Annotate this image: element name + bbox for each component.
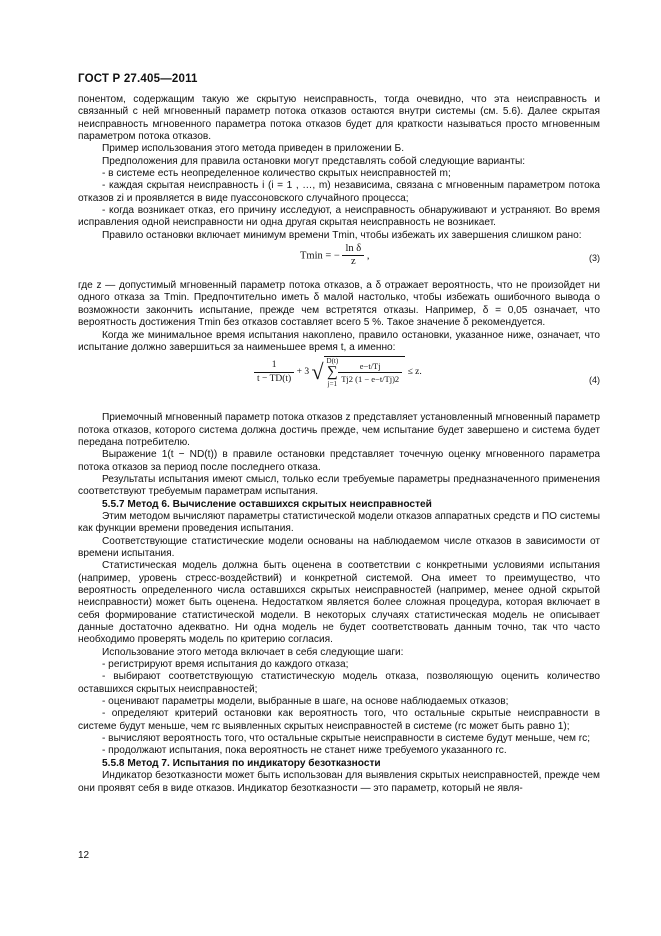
formula-3-numerator: ln δ xyxy=(342,243,364,256)
formula-4-first-denominator: t − TD(t) xyxy=(257,373,292,384)
page-number: 12 xyxy=(78,850,90,861)
formula-3-body xyxy=(300,243,369,269)
paragraph: Результаты испытания имеют смысл, только если требуемые параметры предназначенного применения соответствуют требуемым параметрам испытания. xyxy=(78,473,600,498)
formula-3-tail: , xyxy=(366,250,370,262)
paragraph: Использование этого метода включает в себя следующие шаги: xyxy=(102,646,404,658)
list-item: - регистрируют время испытания до каждого отказа; xyxy=(102,659,349,671)
paragraph: Выражение 1(t − ND(t)) в правиле остановки представляет точечную оценку мгновенного параметра потока отказов за период после последнего отказа. xyxy=(78,449,600,473)
formula-3-denominator: z xyxy=(351,256,356,268)
formula-4-sum-top: D(t) xyxy=(326,357,339,366)
list-item: - оценивают параметры модели, выбранные в шаге, на основе наблюдаемых отказов; xyxy=(102,696,509,708)
list-item: - определяют критерий остановки как вероятность того, что остальные скрытые неисправности в системе будут меньше, чем rc выявленных скрытых неисправностей в системе (rc может быть равно 1); xyxy=(78,708,600,732)
section-heading: 5.5.8 Метод 7. Испытания по индикатору безотказности xyxy=(102,757,381,769)
list-item: - вычисляют вероятность того, что остальные скрытые неисправности в системе будут меньше, чем rc; xyxy=(102,733,591,745)
paragraph: Индикатор безотказности может быть использован для выявления скрытых неисправностей, прежде чем они проявят себя в виде отказов. Индикатор безотказности — это параметр, который не явля- xyxy=(78,770,600,794)
formula-4-first-fraction xyxy=(254,359,294,385)
paragraph: Соответствующие статистические модели основаны на наблюдаемом числе отказов в зависимости от времени испытания. xyxy=(78,535,600,559)
formula-4-body xyxy=(254,356,422,388)
list-item: - каждая скрытая неисправность i (i = 1 , …, m) независима, связана с мгновенным параметром потока отказов zi и проявляется в виде пуассоновского случайного процесса; xyxy=(78,180,600,204)
formula-4-inner-fraction xyxy=(338,360,402,386)
paragraph: понентом, содержащим такую же скрытую неисправность, тогда очевидно, что эта неисправность и связанный с ней мгновенный параметр потока отказов остаются внутри системы (см. 5.6). Далее скрытая неисправность мгновенного параметра потока отказов будет для краткости называться просто мгновенным параметром потока отказов. xyxy=(78,94,600,143)
formula-4-plus: + 3 xyxy=(296,367,310,378)
list-item: - когда возникает отказ, его причину исследуют, а неисправность обнаруживают и устраняют. Во время исправления одной неисправности ни одна другая скрытая неисправность не возникает. xyxy=(78,205,600,229)
formula-4 xyxy=(78,354,600,412)
paragraph: где z — допустимый мгновенный параметр потока отказов, а δ отражает вероятность, что не произойдет ни одного отказа за Tmin. Предпочтительно иметь δ малой настолько, чтобы избежать ошибочного вывода о возможности закончить испытание, прежде чем встретятся отказы. Например, δ = 0,05 означает, что вероятность достижения Tmin без отказов составляет всего 5 %. Такое значение δ рекомендуется. xyxy=(78,280,600,329)
sum-sign-icon: ∑ xyxy=(327,364,338,381)
formula-4-sum-bottom: j=1 xyxy=(327,380,338,389)
document-header: ГОСТ Р 27.405—2011 xyxy=(78,73,198,85)
paragraph: Этим методом вычисляют параметры статистической модели отказов аппаратных средств и ПО системы как функции времени проведения испытания. xyxy=(78,510,600,535)
paragraph: Пример использования этого метода приведен в приложении Б. xyxy=(102,143,405,155)
formula-4-first-numerator: 1 xyxy=(254,359,294,372)
formula-4-radicand xyxy=(324,356,406,388)
formula-3-label: (3) xyxy=(589,253,600,264)
formula-4-sum xyxy=(327,357,339,388)
formula-3 xyxy=(78,242,600,280)
formula-3-lhs: Tmin = − xyxy=(300,250,340,262)
formula-4-inner-denominator: Tj2 (1 − e−t/Tj)2 xyxy=(341,374,400,385)
paragraph: Приемочный мгновенный параметр потока отказов z представляет установленный мгновенный параметр потока отказов, которого система должна достичь прежде, чем испытание будет завершено и система будет передана потребителю. xyxy=(78,412,600,448)
formula-3-fraction xyxy=(342,243,364,269)
sqrt-sign-icon: √ xyxy=(311,359,324,385)
formula-4-label: (4) xyxy=(589,375,600,386)
list-item: - в системе есть неопределенное количество скрытых неисправностей m; xyxy=(102,168,451,180)
section-heading: 5.5.7 Метод 6. Вычисление оставшихся скрытых неисправностей xyxy=(102,498,432,510)
paragraph: Предположения для правила остановки могут представлять собой следующие варианты: xyxy=(102,155,526,167)
formula-4-tail: ≤ z. xyxy=(407,367,422,378)
document-body xyxy=(78,94,600,795)
list-item: - продолжают испытания, пока вероятность не станет ниже требуемого указанного rc. xyxy=(102,745,507,757)
paragraph: Статистическая модель должна быть оценена в соответствии с конкретными условиями испытания (например, уровень стресс-воздействий) и конкретной системой. Она имеет то преимущество, что вероятность определенного числа оставшихся скрытых неисправностей (например, менее одной скрытой неисправности) может быть оценена. Недостатком является более сложная процедура, которая включает в себя формирование статистической модели. В некоторых случаях статистическая модель не описывает данные достаточно адекватно. Ни одна модель не будет соответствовать данным точно, так что часто необходимо проверять модель по критерию согласия. xyxy=(78,560,600,646)
formula-4-inner-numerator: e−t/Tj xyxy=(338,360,402,373)
list-item: - выбирают соответствующую статистическую модель отказа, позволяющую оценить количество оставшихся скрытых неисправностей; xyxy=(78,671,600,695)
paragraph: Правило остановки включает минимум времени Tmin, чтобы избежать их завершения слишком рано: xyxy=(102,229,582,241)
paragraph: Когда же минимальное время испытания накоплено, правило остановки, указанное ниже, означает, что испытание должно завершиться за наименьшее время t, а именно: xyxy=(78,329,600,353)
